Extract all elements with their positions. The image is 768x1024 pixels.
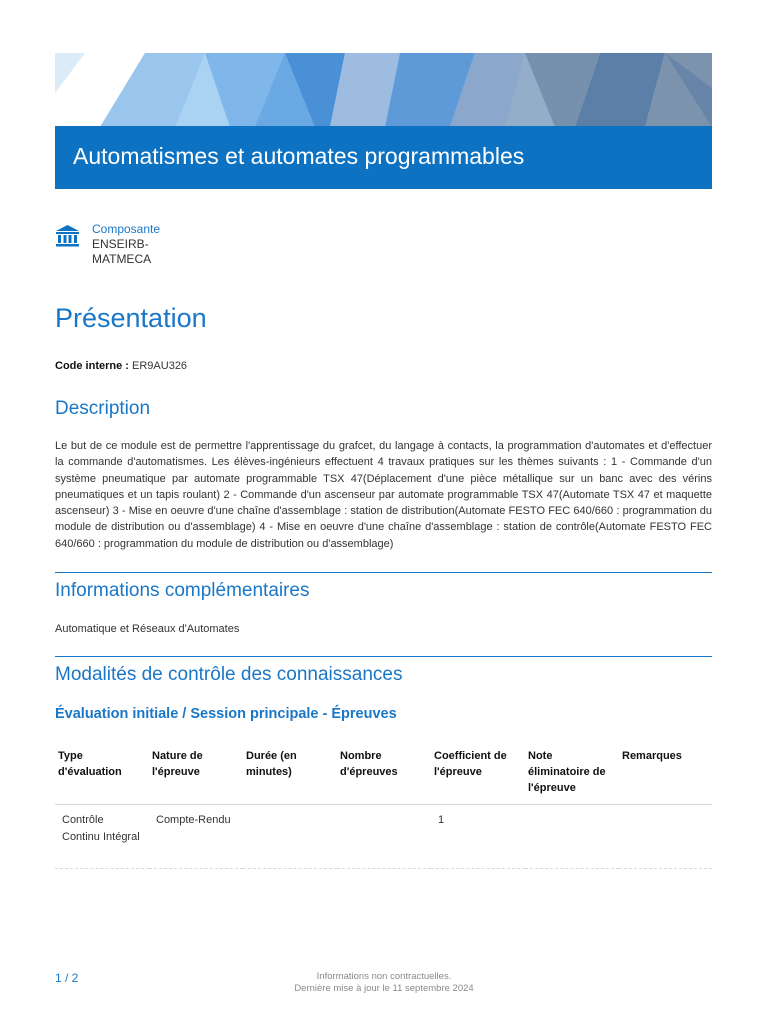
internal-code xyxy=(55,360,187,372)
informations-heading: Informations complémentaires xyxy=(55,580,310,601)
evaluation-table xyxy=(55,746,712,869)
internal-code-value: ER9AU326 xyxy=(132,360,188,372)
institution-icon xyxy=(55,224,80,249)
table-cell xyxy=(619,805,712,869)
column-header-type: Type d'évaluation xyxy=(55,746,149,805)
internal-code-label: Code interne : xyxy=(55,360,129,372)
footer-note xyxy=(234,971,534,994)
column-header-note-eliminatoire: Note éliminatoire de l'épreuve xyxy=(525,746,619,805)
column-header-duree: Durée (en minutes) xyxy=(243,746,337,805)
page-title: Automatismes et automates programmables xyxy=(73,143,525,169)
description-heading: Description xyxy=(55,398,151,419)
footer-disclaimer: Informations non contractuelles. xyxy=(316,971,452,982)
banner-decoration xyxy=(55,53,712,127)
informations-text: Automatique et Réseaux d'Automates xyxy=(55,623,240,635)
table-cell xyxy=(337,805,431,869)
column-header-remarques: Remarques xyxy=(619,746,712,805)
table-cell: 1 xyxy=(431,805,525,869)
composante-label: Composante xyxy=(92,222,161,236)
header-banner xyxy=(55,53,712,189)
table-cell xyxy=(525,805,619,869)
composante-value: ENSEIRB-MATMECA xyxy=(92,237,152,266)
column-header-nombre: Nombre d'épreuves xyxy=(337,746,431,805)
table-cell xyxy=(243,805,337,869)
presentation-heading: Présentation xyxy=(55,303,207,333)
description-text: Le but de ce module est de permettre l'apprentissage du grafcet, du langage à contacts, la programmation d'automates et d'effectuer la commande d'automatismes. Les élèves-ingénieurs effectuent 4 travaux pratiques sur les thèmes suivants : 1 - Commande d'un système pneumatique par automate programmable TSX 47(Déplacement d'une pièce métallique sur un banc avec des vérins pneumatiques et un tapis roulant) 2 - Commande d'un ascenseur par automate programmable TSX 47(Automate TSX 47 et maquette ascenseur) 3 - Mise en oeuvre d'une chaîne d'assemblage : station de distribution(Automate FESTO FEC 640/660 : programmation du module de distribution ou d'assemblage) 4 - Mise en oeuvre d'une chaîne d'assemblage : station de contrôle(Automate FESTO FEC 640/660 : programmation du module de distribution ou d'assemblage) xyxy=(55,440,712,550)
page-number: 1 / 2 xyxy=(55,971,79,985)
table-cell: Contrôle Continu Intégral xyxy=(55,805,149,869)
footer-last-update: Dernière mise à jour le 11 septembre 2024 xyxy=(294,982,474,994)
table-cell: Compte-Rendu xyxy=(149,805,243,869)
composante-block xyxy=(55,222,172,267)
section-divider xyxy=(55,572,712,573)
table-header-row xyxy=(55,746,712,805)
column-header-nature: Nature de l'épreuve xyxy=(149,746,243,805)
table-row xyxy=(55,805,712,869)
section-divider xyxy=(55,656,712,657)
title-bar xyxy=(55,126,712,189)
column-header-coefficient: Coefficient de l'épreuve xyxy=(431,746,525,805)
evaluation-subheading: Évaluation initiale / Session principale - Épreuves xyxy=(55,706,397,722)
modalites-heading: Modalités de contrôle des connaissances xyxy=(55,664,403,685)
